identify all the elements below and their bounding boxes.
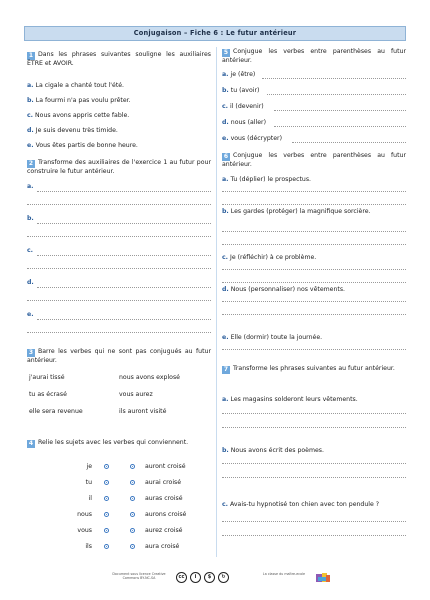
answer-line[interactable]: [274, 110, 406, 111]
link-dot[interactable]: [104, 496, 109, 501]
answer-line[interactable]: [222, 301, 406, 302]
ex7-item: b. Nous avons écrit des poèmes.: [222, 447, 324, 454]
site-text: La classe du maître-ecole: [262, 572, 306, 576]
ex1-item: [27, 112, 211, 120]
answer-line[interactable]: [27, 204, 211, 205]
item-text: Nous avons appris cette fable.: [35, 112, 130, 119]
instruction-text: Barre les verbes qui ne sont pas conjugués au futur antérieur.: [27, 348, 211, 364]
exercise-number: 3: [28, 349, 34, 356]
exercise-3-instruction: [27, 348, 211, 365]
answer-line[interactable]: [262, 78, 406, 79]
ex5-item: d. nous (aller): [222, 119, 267, 126]
verb-option[interactable]: nous avons explosé: [119, 374, 180, 381]
answer-line[interactable]: [222, 269, 406, 270]
answer-line[interactable]: [27, 268, 211, 269]
page-title: Conjugaison – Fiche 6 : Le futur antérieur: [24, 26, 406, 41]
item-label: c.: [27, 112, 34, 119]
link-dot[interactable]: [130, 496, 135, 501]
item-text: La cigale a chanté tout l'été.: [35, 82, 125, 89]
ex2-label: a.: [27, 183, 34, 190]
instruction-text: Transforme des auxiliaires de l'exercice 1 au futur pour construire le futur antérieur.: [27, 159, 211, 175]
exercise-1-instruction: [27, 51, 211, 68]
verb: aura croisé: [145, 543, 180, 550]
instruction-text: Transforme les phrases suivantes au futur antérieur.: [233, 365, 395, 372]
exercise-5-instruction: [222, 48, 406, 65]
ex6-item: b. Les gardes (protéger) la magnifique sorcière.: [222, 208, 371, 215]
link-dot[interactable]: [104, 480, 109, 485]
verb: auras croisé: [145, 495, 183, 502]
answer-line[interactable]: [222, 282, 406, 283]
answer-line[interactable]: [222, 463, 406, 464]
item-text: Je suis devenu très timide.: [35, 127, 118, 134]
answer-line[interactable]: [267, 94, 406, 95]
exercise-number: 6: [223, 153, 229, 160]
subject: nous: [77, 511, 92, 518]
instruction-text: Conjugue les verbes entre parenthèses au futur antérieur.: [222, 48, 406, 64]
exercise-number: 1: [28, 52, 34, 59]
exercise-number: 2: [28, 160, 34, 167]
link-dot[interactable]: [130, 480, 135, 485]
verb-option[interactable]: elle sera revenue: [29, 408, 83, 415]
link-dot[interactable]: [130, 464, 135, 469]
school-logo-icon: [315, 571, 331, 584]
answer-line[interactable]: [292, 142, 406, 143]
verb: aurez croisé: [145, 527, 183, 534]
subject: je: [86, 463, 92, 470]
verb-option[interactable]: ils auront visité: [119, 408, 167, 415]
exercise-2-instruction: [27, 159, 211, 176]
instruction-text: Conjugue les verbes entre parenthèses au futur antérieur.: [222, 152, 406, 168]
link-dot[interactable]: [104, 464, 109, 469]
subject: il: [88, 495, 92, 502]
item-label: b.: [27, 97, 34, 104]
answer-line[interactable]: [222, 191, 406, 192]
answer-line[interactable]: [27, 332, 211, 333]
answer-line[interactable]: [37, 223, 211, 224]
item-label: e.: [27, 142, 34, 149]
sa-icon: ↻: [218, 572, 229, 583]
subject: tu: [85, 479, 92, 486]
subject: ils: [85, 543, 92, 550]
ex5-item: a. je (être): [222, 71, 256, 78]
verb: auront croisé: [145, 463, 186, 470]
ex2-label: c.: [27, 247, 34, 254]
ex6-item: e. Elle (dormir) toute la journée.: [222, 334, 323, 341]
link-dot[interactable]: [104, 512, 109, 517]
link-dot[interactable]: [104, 544, 109, 549]
link-dot[interactable]: [130, 512, 135, 517]
verb-option[interactable]: vous aurez: [119, 391, 153, 398]
item-text: La fourmi n'a pas voulu prêter.: [35, 97, 131, 104]
license-text: Document sous licence Creative Commons BY-NC-SA: [112, 572, 166, 580]
answer-line[interactable]: [37, 255, 211, 256]
exercise-6-instruction: [222, 152, 406, 169]
verb-option[interactable]: j'aurai tissé: [29, 374, 65, 381]
exercise-number: 4: [28, 440, 34, 447]
answer-line[interactable]: [222, 314, 406, 315]
answer-line[interactable]: [222, 204, 406, 205]
subject: vous: [77, 527, 92, 534]
item-label: a.: [27, 82, 34, 89]
answer-line[interactable]: [222, 231, 406, 232]
answer-line[interactable]: [27, 236, 211, 237]
verb-option[interactable]: tu as écrasé: [29, 391, 67, 398]
verb: aurons croisé: [145, 511, 187, 518]
link-dot[interactable]: [104, 528, 109, 533]
exercise-number: 5: [223, 49, 229, 56]
ex6-item: d. Nous (personnaliser) nos vêtements.: [222, 286, 346, 293]
nc-icon: $: [204, 572, 215, 583]
answer-line[interactable]: [222, 521, 406, 522]
answer-line[interactable]: [222, 244, 406, 245]
ex6-item: a. Tu (déplier) le prospectus.: [222, 176, 312, 183]
ex5-item: c. il (devenir): [222, 103, 264, 110]
answer-line[interactable]: [222, 427, 406, 428]
item-text: Vous êtes partis de bonne heure.: [35, 142, 138, 149]
answer-line[interactable]: [222, 349, 406, 350]
ex7-item: c. Avais-tu hypnotisé ton chien avec ton pendule ?: [222, 501, 380, 508]
footer: [0, 568, 430, 590]
ex2-label: b.: [27, 215, 34, 222]
instruction-text: Relie les sujets avec les verbes qui conviennent.: [38, 439, 189, 446]
ex2-label: d.: [27, 279, 34, 286]
ex5-item: b. tu (avoir): [222, 87, 260, 94]
ex1-item: [27, 82, 211, 90]
ex1-item: [27, 142, 211, 150]
exercise-4-instruction: [27, 439, 211, 448]
answer-line[interactable]: [37, 319, 211, 320]
answer-line[interactable]: [222, 535, 406, 536]
ex1-item: [27, 127, 211, 135]
ex6-item: c. Je (réfléchir) à ce problème.: [222, 254, 317, 261]
column-divider: [216, 47, 217, 557]
instruction-text: Dans les phrases suivantes souligne les auxiliaires ÊTRE et AVOIR.: [27, 51, 211, 67]
link-dot[interactable]: [130, 528, 135, 533]
answer-line[interactable]: [222, 477, 406, 478]
link-dot[interactable]: [130, 544, 135, 549]
answer-line[interactable]: [222, 413, 406, 414]
ex5-item: e. vous (décrypter): [222, 135, 282, 142]
answer-line[interactable]: [37, 287, 211, 288]
answer-line[interactable]: [274, 126, 406, 127]
by-icon: i: [190, 572, 201, 583]
answer-line[interactable]: [37, 191, 211, 192]
exercise-number: 7: [223, 366, 229, 373]
answer-line[interactable]: [27, 300, 211, 301]
ex7-item: a. Les magasins solderont leurs vêtements.: [222, 396, 358, 403]
verb: aurai croisé: [145, 479, 182, 486]
item-label: d.: [27, 127, 34, 134]
ex1-item: [27, 97, 211, 105]
exercise-7-instruction: [222, 365, 406, 374]
cc-icon: cc: [176, 572, 187, 583]
ex2-label: e.: [27, 311, 34, 318]
